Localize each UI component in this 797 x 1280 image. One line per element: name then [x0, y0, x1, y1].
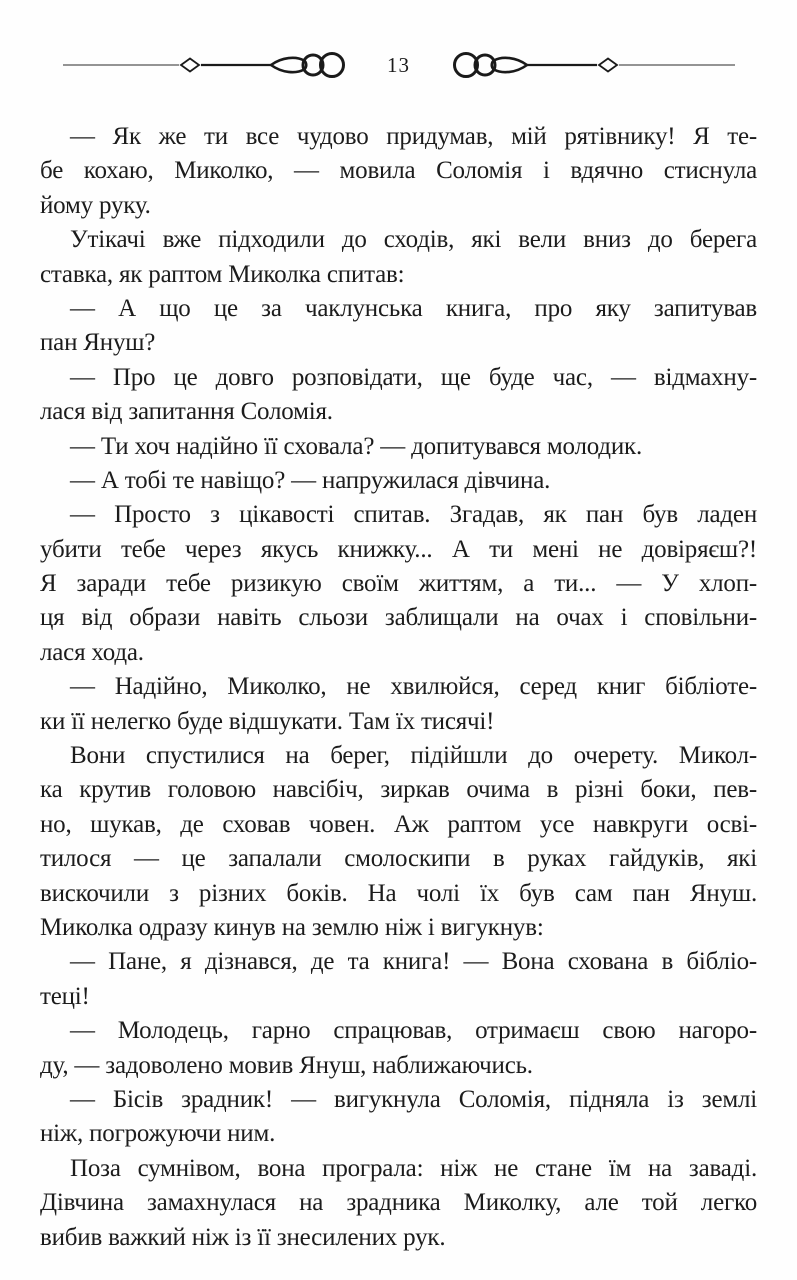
text-line: Дівчина замахнулася на зрадника Миколку, але той легко: [40, 1189, 757, 1217]
text-line: Я заради тебе ризикую своїм життям, а ти... — У хлоп-: [40, 570, 757, 598]
text-line: — Надійно, Миколко, не хвилюйся, серед книг бібліоте-: [70, 673, 757, 701]
text-line: — Пане, я дізнався, де та книга! — Вона схована в бібліо-: [70, 948, 757, 976]
page-number: 13: [387, 53, 410, 77]
text-line: — А тобі те навіщо? — напружилася дівчина.: [70, 466, 551, 494]
paragraph: [40, 223, 757, 292]
paragraph: [40, 430, 757, 464]
text-line: тилося — це запалали смолоскипи в руках гайдуків, які: [40, 845, 757, 873]
text-line: ки її нелегко буде відшукати. Там їх тисячі!: [40, 707, 495, 735]
paragraph: [40, 1152, 757, 1255]
text-line: ставка, як раптом Миколка спитав:: [40, 260, 405, 288]
text-line: ка крутив головою навсібіч, зиркав очима в різні боки, пев-: [40, 776, 757, 804]
text-line: — Бісів зрадник! — вигукнула Соломія, підняла із землі: [70, 1085, 757, 1113]
text-line: Поза сумнівом, вона програла: ніж не стане їм на заваді.: [70, 1154, 757, 1182]
text-line: но, шукав, де сховав човен. Аж раптом усе навкруги осві-: [40, 810, 757, 838]
text-line: Утікачі вже підходили до сходів, які вели вниз до берега: [70, 226, 757, 254]
text-line: — Молодець, гарно спрацював, отримаєш свою нагоро-: [70, 1017, 757, 1045]
paragraph: [40, 464, 757, 498]
text-line: вискочили з різних боків. На чолі їх був сам пан Януш.: [40, 879, 757, 907]
text-line: — Про це довго розповідати, ще буде час, — відмахну-: [70, 363, 757, 391]
text-line: лася від запитання Соломія.: [40, 398, 333, 426]
text-line: бе кохаю, Миколко, — мовила Соломія і вдячно стиснула: [40, 157, 757, 185]
paragraph: [40, 1083, 757, 1152]
text-line: — Просто з цікавості спитав. Згадав, як пан був ладен: [70, 501, 757, 529]
text-line: теці!: [40, 982, 90, 1010]
text-line: йому руку.: [40, 191, 151, 219]
text-line: — А що це за чаклунська книга, про яку запитував: [70, 294, 757, 322]
divider-flourish-right-icon: [432, 52, 737, 78]
paragraph: [40, 670, 757, 739]
paragraph: [40, 945, 757, 1014]
paragraph: [40, 361, 757, 430]
text-line: — Ти хоч надійно її сховала? — допитувався молодик.: [70, 432, 643, 460]
page-header: [0, 48, 797, 82]
text-line: Вони спустилися на берег, підійшли до очерету. Микол-: [70, 742, 757, 770]
paragraph: [40, 120, 757, 223]
paragraph: [40, 739, 757, 945]
text-line: вибив важкий ніж із її знесилених рук.: [40, 1223, 446, 1251]
text-line: пан Януш?: [40, 329, 156, 357]
text-line: лася хода.: [40, 638, 144, 666]
text-line: Миколка одразу кинув на землю ніж і вигукнув:: [40, 913, 544, 941]
text-line: ду, — задоволено мовив Януш, наближаючись.: [40, 1051, 533, 1079]
text-block: [40, 120, 757, 1255]
text-line: — Як же ти все чудово придумав, мій рятівнику! Я те-: [70, 123, 757, 150]
paragraph: [40, 292, 757, 361]
paragraph: [40, 498, 757, 670]
text-line: ця від образи навіть сльози заблищали на очах і сповільни-: [40, 604, 757, 632]
text-line: ніж, погрожуючи ним.: [40, 1120, 276, 1148]
text-line: убити тебе через якусь книжку... А ти мені не довіряєш?!: [40, 535, 757, 563]
divider-flourish-left-icon: [61, 52, 366, 78]
paragraph: [40, 1014, 757, 1083]
